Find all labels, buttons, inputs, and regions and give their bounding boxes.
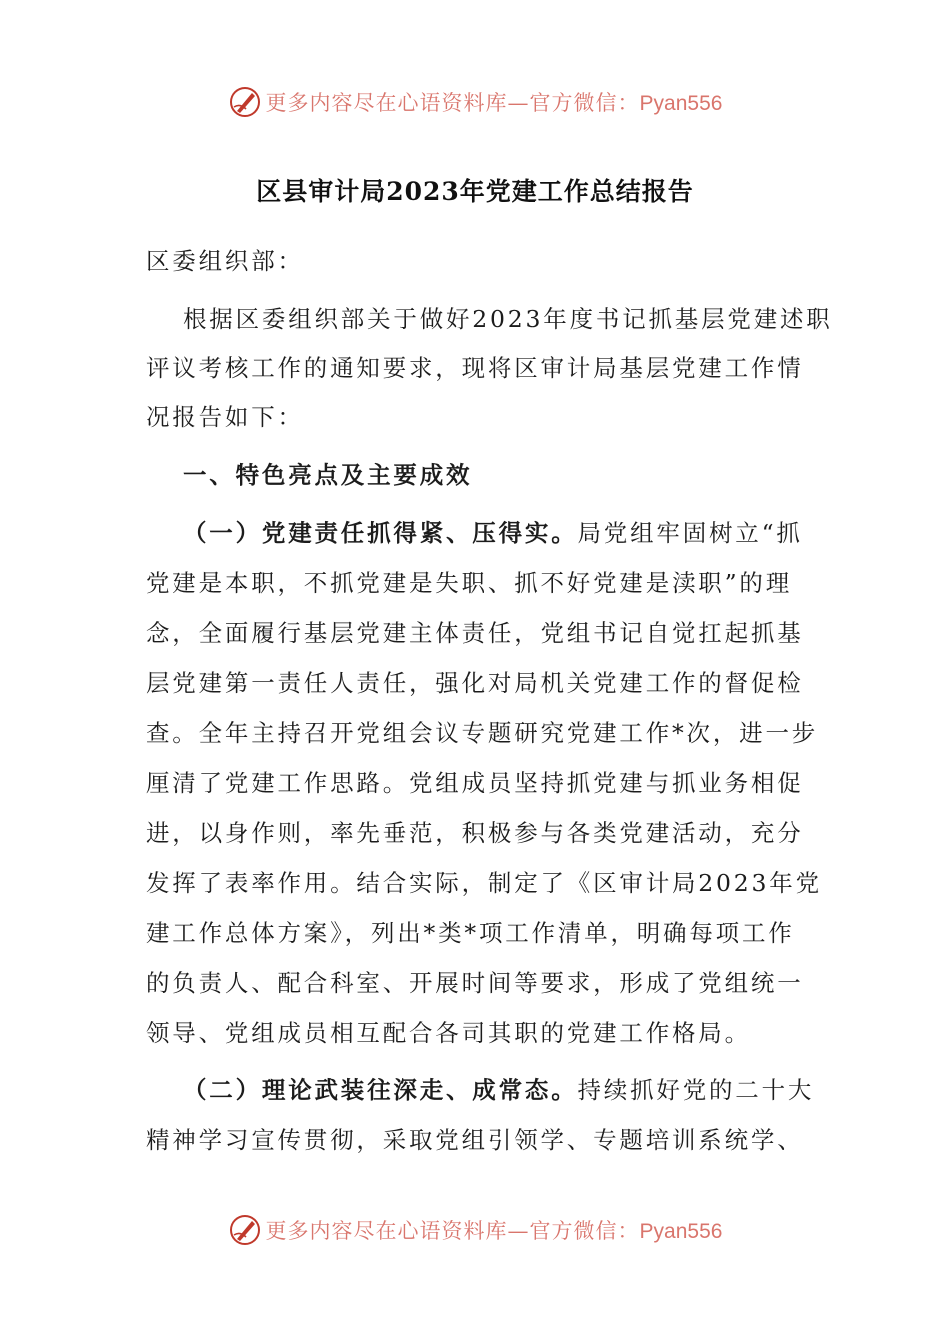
sub2-line: 精神学习宣传贯彻，采取党组引领学、专题培训系统学、	[146, 1126, 804, 1154]
sub1-line: 局党组牢固树立“抓	[577, 519, 803, 547]
sub2-line: 持续抓好党的二十大	[577, 1076, 815, 1104]
sub1-line: 发挥了表率作用。结合实际，制定了《区审计局2023年党	[146, 869, 822, 897]
wechat-id: Pyan556	[639, 92, 723, 115]
sub1-line: 的负责人、配合科室、开展时间等要求，形成了党组统一	[146, 969, 804, 997]
header-watermark-banner	[0, 82, 950, 122]
intro-line: 况报告如下：	[146, 403, 304, 431]
sub1-line: 领导、党组成员相互配合各司其职的党建工作格局。	[146, 1019, 751, 1047]
sub1-line: 建工作总体方案》，列出*类*项工作清单，明确每项工作	[146, 919, 795, 947]
wechat-id: Pyan556	[639, 1220, 723, 1243]
sub2-first-line	[183, 1071, 814, 1105]
salutation: 区委组织部：	[146, 247, 304, 275]
intro-line: 根据区委组织部关于做好2023年度书记抓基层党建述职	[183, 305, 833, 333]
pen-logo-icon	[228, 1213, 262, 1247]
footer-watermark-banner	[0, 1210, 950, 1250]
pen-logo-icon	[228, 85, 262, 119]
sub1-line: 查。全年主持召开党组会议专题研究党建工作*次，进一步	[146, 719, 819, 747]
sub1-line: 进，以身作则，率先垂范，积极参与各类党建活动，充分	[146, 819, 804, 847]
sub1-line: 层党建第一责任人责任，强化对局机关党建工作的督促检	[146, 669, 804, 697]
intro-line: 评议考核工作的通知要求，现将区审计局基层党建工作情	[146, 354, 804, 382]
sub2-heading: （二）理论武装往深走、成常态。	[183, 1076, 578, 1104]
sub1-first-line	[183, 514, 803, 548]
section-heading: 一、特色亮点及主要成效	[183, 461, 473, 489]
sub1-line: 念，全面履行基层党建主体责任，党组书记自觉扛起抓基	[146, 619, 804, 647]
document-title: 区县审计局2023年党建工作总结报告	[256, 177, 694, 206]
watermark-text: 更多内容尽在心语资料库—官方微信：Pyan556	[265, 1219, 723, 1243]
sub1-line: 厘清了党建工作思路。党组成员坚持抓党建与抓业务相促	[146, 769, 804, 797]
watermark-text: 更多内容尽在心语资料库—官方微信：Pyan556	[265, 91, 723, 115]
sub1-heading: （一）党建责任抓得紧、压得实。	[183, 519, 578, 547]
sub1-line: 党建是本职，不抓党建是失职、抓不好党建是渎职”的理	[146, 569, 793, 597]
